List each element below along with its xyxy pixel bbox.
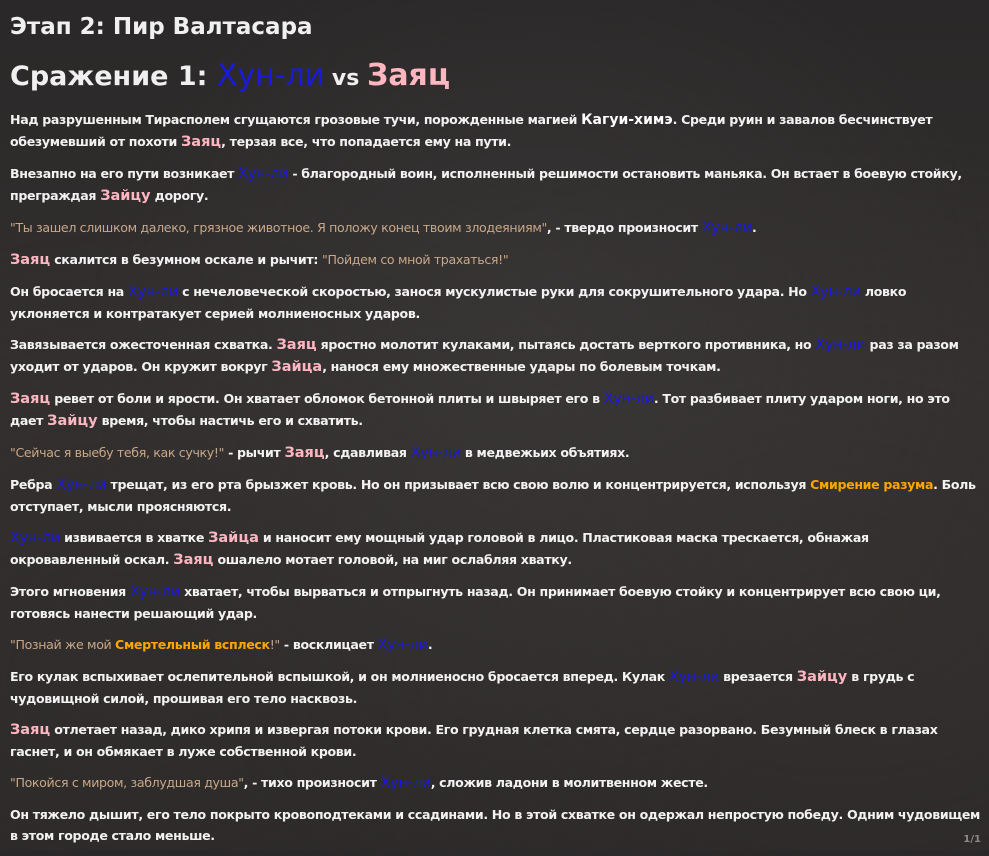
hero-name: Хун-ли	[810, 284, 861, 300]
battle-vs: vs	[324, 66, 367, 91]
story-text-segment: раз за разом уходит от ударов. Он кружит вокруг	[10, 337, 959, 374]
battle-title	[10, 56, 982, 99]
story-text-segment: дорогу.	[150, 188, 209, 203]
quote-text: "Покойся с миром, заблудшая душа"	[10, 775, 244, 790]
story-text-segment: Этого мгновения	[10, 584, 130, 599]
battle-hero-name: Хун-ли	[216, 58, 325, 93]
story-paragraph	[10, 163, 982, 207]
story-text-segment: Ребра	[10, 477, 57, 492]
story-paragraph	[10, 388, 982, 432]
story-paragraph	[10, 334, 982, 378]
story-paragraph	[10, 527, 982, 571]
enemy-name: Заяц	[10, 252, 51, 268]
battle-prefix: Сражение 1:	[10, 61, 217, 92]
story-text-segment: Над разрушенным Тирасполем сгущаются грозовые тучи, порожденные магией	[10, 112, 582, 127]
skill-name: Смертельный всплеск	[115, 637, 270, 652]
story-paragraph	[10, 804, 982, 846]
enemy-name: Зайцу	[100, 188, 151, 204]
story-text-segment: яростно молотит кулаками, пытаясь достать верткого противника, но	[316, 337, 816, 352]
hero-name: Хун-ли	[380, 775, 431, 791]
story-text-segment: ловко уклоняется и контратакует серией молниеносных ударов.	[10, 284, 907, 321]
story-text-segment: в грудь с чудовищной силой, прошивая его тело насквозь.	[10, 669, 915, 706]
enemy-name: Зайцу	[796, 669, 848, 685]
story-text-segment: Он тяжело дышит, его тело покрыто кровоподтеками и ссадинами. Но в этой схватке он одержал непростую победу. Одним чудовищем в этом городе стало меньше.	[10, 807, 981, 843]
hero-name: Хун-ли	[815, 337, 866, 353]
story-page	[10, 12, 982, 856]
story-text-segment: . Боль отступает, мысли проясняются.	[10, 477, 976, 514]
hero-name: Хун-ли	[669, 669, 720, 685]
hero-name: Хун-ли	[701, 220, 753, 236]
story-text-segment: - восклицает	[279, 637, 378, 652]
story-text-segment: Завязывается ожесточенная схватка.	[10, 337, 277, 352]
story-paragraph	[10, 249, 982, 271]
story-paragraph	[10, 109, 982, 153]
enemy-name: Зайца	[271, 359, 323, 375]
enemy-name: Заяц	[181, 134, 222, 150]
story-text-segment: , - твердо произносит	[546, 220, 702, 235]
quote-text: "Познай же мой	[10, 637, 116, 652]
story-paragraph	[10, 217, 982, 239]
story-text-segment: отлетает назад, дико хрипя и извергая потоки крови. Его грудная клетка смята, сердце разорвано. Безумный блеск в глазах гаснет, и он обмякает в луже собственной крови.	[10, 722, 938, 759]
hero-name: Хун-ли	[603, 391, 654, 407]
hero-name: Хун-ли	[129, 584, 181, 600]
story-text-segment: . Среди руин и завалов бесчинствует обезумевший от похоти	[10, 112, 933, 149]
battle-enemy-name: Заяц	[367, 58, 451, 93]
hero-name: Хун-ли	[238, 166, 289, 182]
story-text-segment: , сложив ладони в молитвенном жесте.	[430, 775, 708, 790]
story-text-segment: , терзая все, что попадается ему на пути.	[221, 134, 512, 149]
story-paragraph	[10, 442, 982, 464]
hero-name: Хун-ли	[127, 284, 179, 300]
quote-text: "Ты зашел слишком далеко, грязное животное. Я положу конец твоим злодеяниям"	[10, 220, 547, 235]
story-text-segment: .	[427, 637, 433, 652]
story-text-segment: , - тихо произносит	[243, 775, 381, 790]
page-counter: 1/1	[963, 834, 981, 845]
story-text-segment: скалится в безумном оскале и рычит:	[50, 252, 323, 267]
story-text-segment: Он бросается на	[10, 284, 128, 299]
story-text	[10, 109, 982, 846]
story-paragraph	[10, 719, 982, 762]
story-paragraph	[10, 474, 982, 517]
quote-text: "Пойдем со мной трахаться!"	[322, 252, 509, 267]
story-text-segment: - рычит	[224, 445, 285, 460]
enemy-name: Заяц	[173, 552, 214, 568]
story-text-segment: ревет от боли и ярости. Он хватает обломок бетонной плиты и швыряет его в	[50, 391, 604, 406]
enemy-name: Заяц	[284, 445, 325, 461]
story-text-segment: в медвежьих объятиях.	[460, 445, 630, 460]
hero-name: Хун-ли	[377, 637, 428, 653]
story-text-segment: время, чтобы настичь его и схватить.	[97, 413, 363, 428]
story-text-segment: - благородный воин, исполненный решимости остановить маньяка. Он встает в боевую стойку, преграждая	[10, 166, 962, 203]
story-text-segment: с нечеловеческой скоростью, занося мускулистые руки для сокрушительного удара. Но	[178, 284, 811, 299]
story-text-segment: трещат, из его рта брызжет кровь. Но он призывает всю свою волю и концентрируется, используя	[106, 477, 811, 492]
story-text-segment: извивается в хватке	[60, 530, 209, 545]
story-paragraph	[10, 666, 982, 709]
quote-text: "Сейчас я выебу тебя, как сучку!"	[10, 445, 225, 460]
quote-text: !"	[269, 637, 280, 652]
enemy-name: Заяц	[276, 337, 317, 353]
story-text-segment: и наносит ему мощный удар головой в лицо. Пластиковая маска трескается, обнажая окровавленный оскал.	[10, 530, 869, 567]
story-text-segment: Внезапно на его пути возникает	[10, 166, 239, 181]
story-text-segment: ошалело мотает головой, на миг ослабляя хватку.	[213, 552, 572, 567]
story-text-segment: , нанося ему множественные удары по болевым точкам.	[322, 359, 721, 374]
hero-name: Хун-ли	[56, 477, 107, 493]
story-paragraph	[10, 634, 982, 656]
hero-name: Хун-ли	[410, 445, 461, 461]
enemy-name: Зайцу	[47, 413, 98, 429]
stage-title: Этап 2: Пир Валтасара	[10, 14, 313, 40]
kagui-name: Кагуи-химэ	[581, 112, 673, 128]
skill-name: Смирение разума	[810, 477, 934, 492]
hero-name: Хун-ли	[10, 530, 61, 546]
story-paragraph	[10, 772, 982, 794]
story-paragraph	[10, 581, 982, 624]
enemy-name: Заяц	[10, 722, 51, 738]
story-text-segment: Его кулак вспыхивает ослепительной вспышкой, и он молниеносно бросается вперед. Кулак	[10, 669, 669, 684]
enemy-name: Заяц	[10, 391, 51, 407]
story-text-segment: .	[752, 220, 757, 235]
enemy-name: Зайца	[208, 530, 259, 546]
story-text-segment: врезается	[719, 669, 797, 684]
story-text-segment: . Тот разбивает плиту ударом ноги, но это дает	[10, 391, 950, 428]
story-paragraph	[10, 281, 982, 324]
story-text-segment: хватает, чтобы вырваться и отпрыгнуть назад. Он принимает боевую стойку и концентрирует всю свою ци, готовясь нанести решающий удар.	[10, 584, 941, 621]
story-text-segment: , сдавливая	[324, 445, 411, 460]
